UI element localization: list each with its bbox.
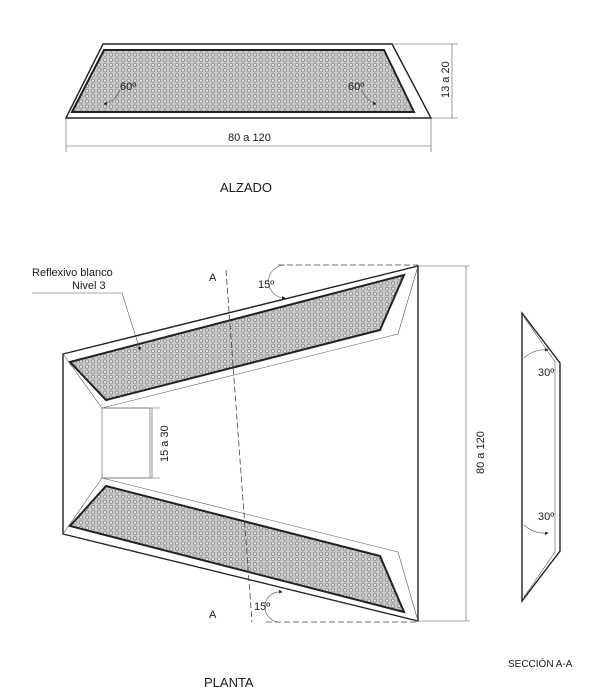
elevation-caption: ALZADO <box>220 180 273 195</box>
plan-reflective-strip-top <box>70 275 404 400</box>
section-caption: SECCIÓN A-A <box>508 659 573 670</box>
callout-label-line2: Nivel 3 <box>72 280 106 292</box>
callout-label-line1: Reflexivo blanco <box>32 267 113 279</box>
section-mark-bottom: A <box>209 609 217 621</box>
section-view <box>508 313 573 670</box>
section-inner-line <box>524 317 555 597</box>
elevation-height-dim: 13 a 20 <box>440 61 452 98</box>
section-mark-top: A <box>209 272 217 284</box>
elevation-width-dim: 80 a 120 <box>228 132 271 144</box>
elevation-angle-left: 60º <box>120 81 137 93</box>
section-outline <box>522 313 560 601</box>
plan-angle-top: 15º <box>258 279 275 291</box>
plan-view <box>32 265 487 690</box>
plan-reflective-strip-bottom <box>70 486 404 612</box>
plan-gap-dim: 15 a 30 <box>159 425 171 462</box>
plan-angle-bottom: 15º <box>254 601 271 613</box>
section-angle-top: 30º <box>538 367 555 379</box>
plan-caption: PLANTA <box>204 675 254 690</box>
section-angle-arc-top <box>524 350 548 358</box>
elevation-angle-right: 60º <box>348 81 365 93</box>
section-angle-arc-bottom <box>524 525 548 533</box>
plan-height-dim: 80 a 120 <box>475 431 487 474</box>
elevation-view <box>66 44 458 195</box>
callout-leader <box>122 293 140 350</box>
section-angle-bottom: 30º <box>538 511 555 523</box>
